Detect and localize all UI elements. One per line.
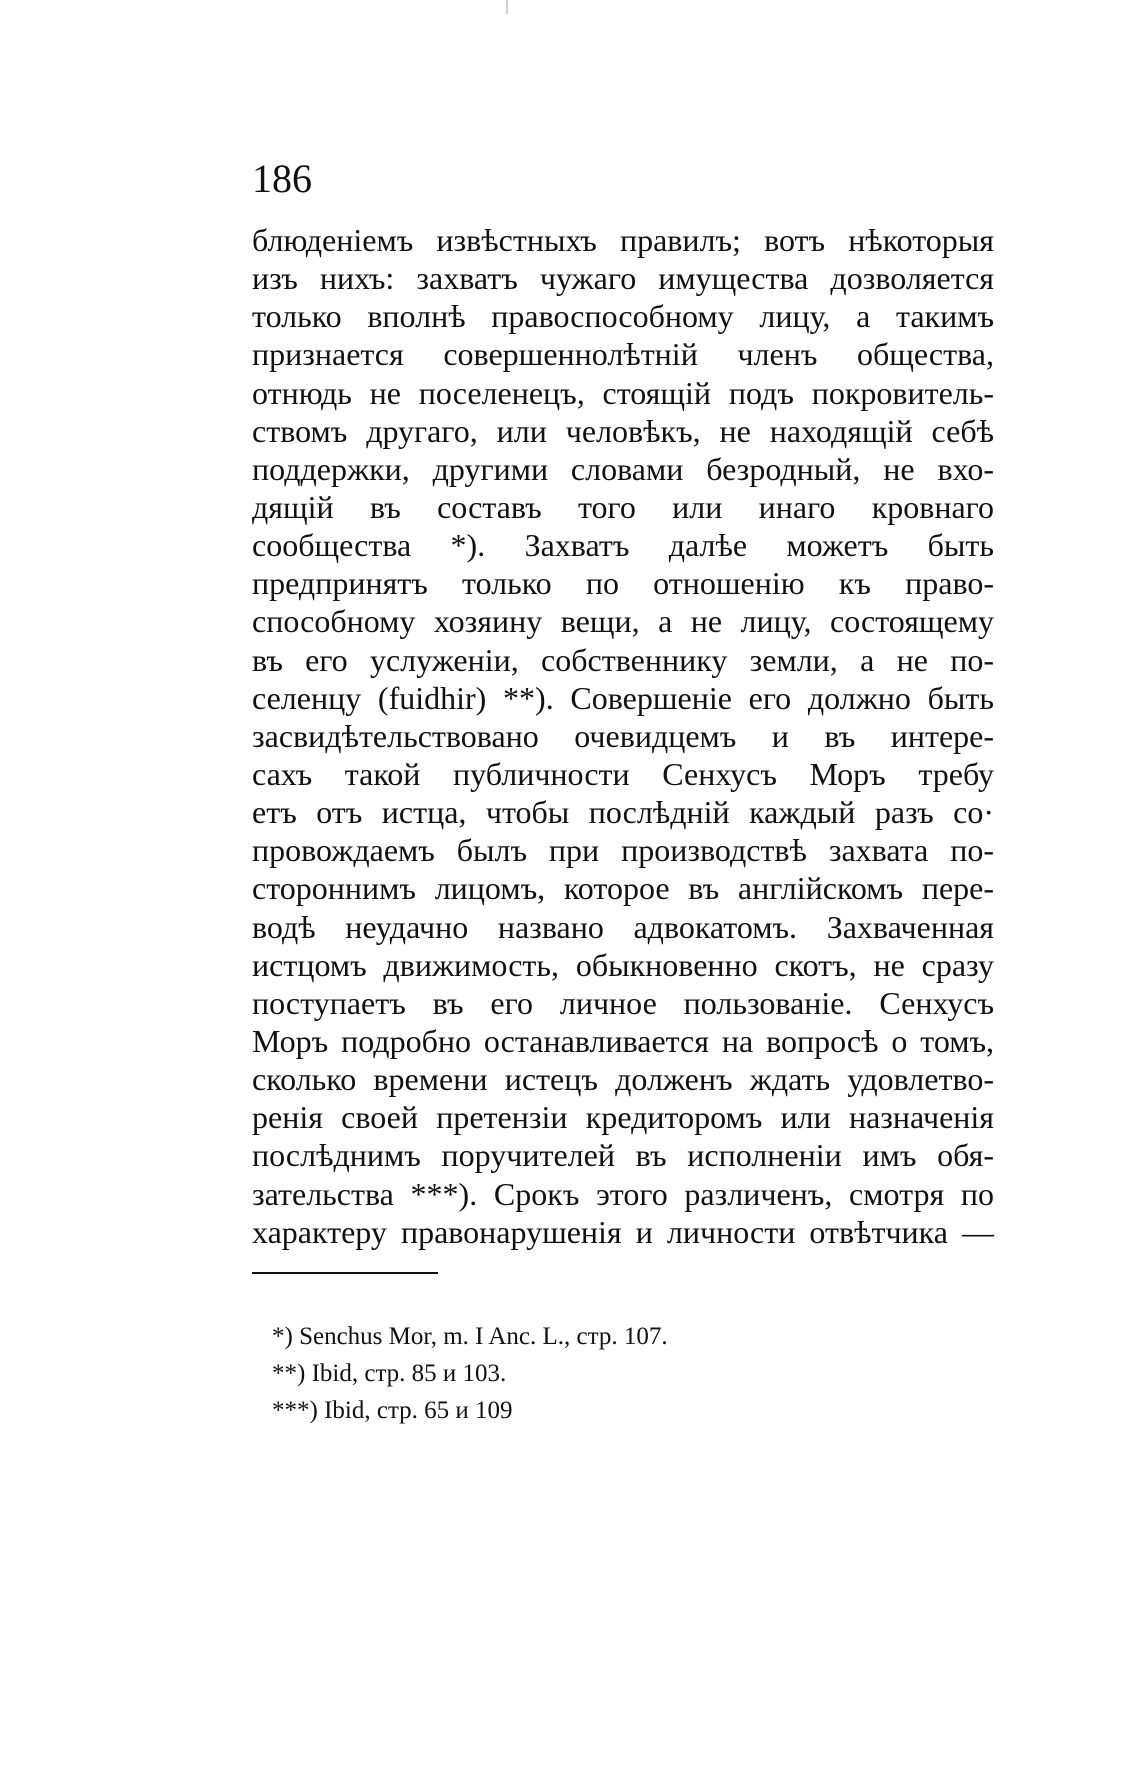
text-line: предпринятъ только по отношенію къ право- bbox=[252, 565, 994, 602]
text-line: въ его услуженіи, собственнику земли, а не по- bbox=[252, 641, 994, 678]
text-line: поддержки, другими словами безродный, не вхо- bbox=[252, 450, 994, 487]
footnote-divider bbox=[252, 1272, 438, 1274]
text-line: селенцу (fuidhir) **). Совершеніе его должно быть bbox=[252, 679, 994, 716]
text-line: способному хозяину вещи, а не лицу, состоящему bbox=[252, 603, 994, 640]
scan-mark bbox=[506, 0, 508, 14]
text-line: признается совершеннолѣтній членъ общества, bbox=[252, 336, 994, 373]
text-line: сообщества *). Захватъ далѣе можетъ быть bbox=[252, 527, 994, 564]
text-line: етъ отъ истца, чтобы послѣдній каждый разъ со· bbox=[252, 794, 994, 831]
text-line: дящій въ составъ того или инаго кровнаго bbox=[252, 488, 994, 525]
page-number: 186 bbox=[252, 156, 312, 201]
footnote: **) Ibid, стр. 85 и 103. bbox=[272, 1360, 507, 1387]
text-line: стороннимъ лицомъ, которое въ англійскомъ пере- bbox=[252, 870, 994, 907]
text-line: Моръ подробно останавливается на вопросѣ о томъ, bbox=[252, 1022, 994, 1059]
text-line: сахъ такой публичности Сенхусъ Моръ требу bbox=[252, 755, 994, 792]
text-line: послѣднимъ поручителей въ исполненіи имъ обя- bbox=[252, 1137, 994, 1174]
text-line: поступаетъ въ его личное пользованіе. Сенхусъ bbox=[252, 984, 994, 1021]
footnote: *) Senchus Mor, m. I Anc. L., стр. 107. bbox=[272, 1323, 668, 1350]
text-line: засвидѣтельствовано очевидцемъ и въ интере- bbox=[252, 717, 994, 754]
text-line: зательства ***). Срокъ этого различенъ, смотря по bbox=[252, 1175, 994, 1212]
text-line: водѣ неудачно названо адвокатомъ. Захваченная bbox=[252, 908, 994, 945]
text-line: истцомъ движимость, обыкновенно скотъ, не сразу bbox=[252, 946, 994, 983]
text-line: отнюдь не поселенецъ, стоящій подъ покровитель- bbox=[252, 374, 994, 411]
text-line: ренія своей претензіи кредиторомъ или назначенія bbox=[252, 1099, 994, 1136]
text-line: изъ нихъ: захватъ чужаго имущества дозволяется bbox=[252, 260, 994, 297]
text-line: только вполнѣ правоспособному лицу, а такимъ bbox=[252, 298, 994, 335]
text-line: ствомъ другаго, или человѣкъ, не находящій себѣ bbox=[252, 412, 994, 449]
body-text bbox=[252, 221, 994, 1251]
text-line: блюденіемъ извѣстныхъ правилъ; вотъ нѣкоторыя bbox=[252, 222, 994, 258]
text-line: характеру правонарушенія и личности отвѣтчика — bbox=[252, 1213, 994, 1250]
footnote: ***) Ibid, стр. 65 и 109 bbox=[272, 1397, 513, 1424]
footnotes bbox=[272, 1318, 832, 1429]
text-line: сколько времени истецъ долженъ ждать удовлетво- bbox=[252, 1061, 994, 1098]
text-line: провождаемъ былъ при производствѣ захвата по- bbox=[252, 832, 994, 869]
